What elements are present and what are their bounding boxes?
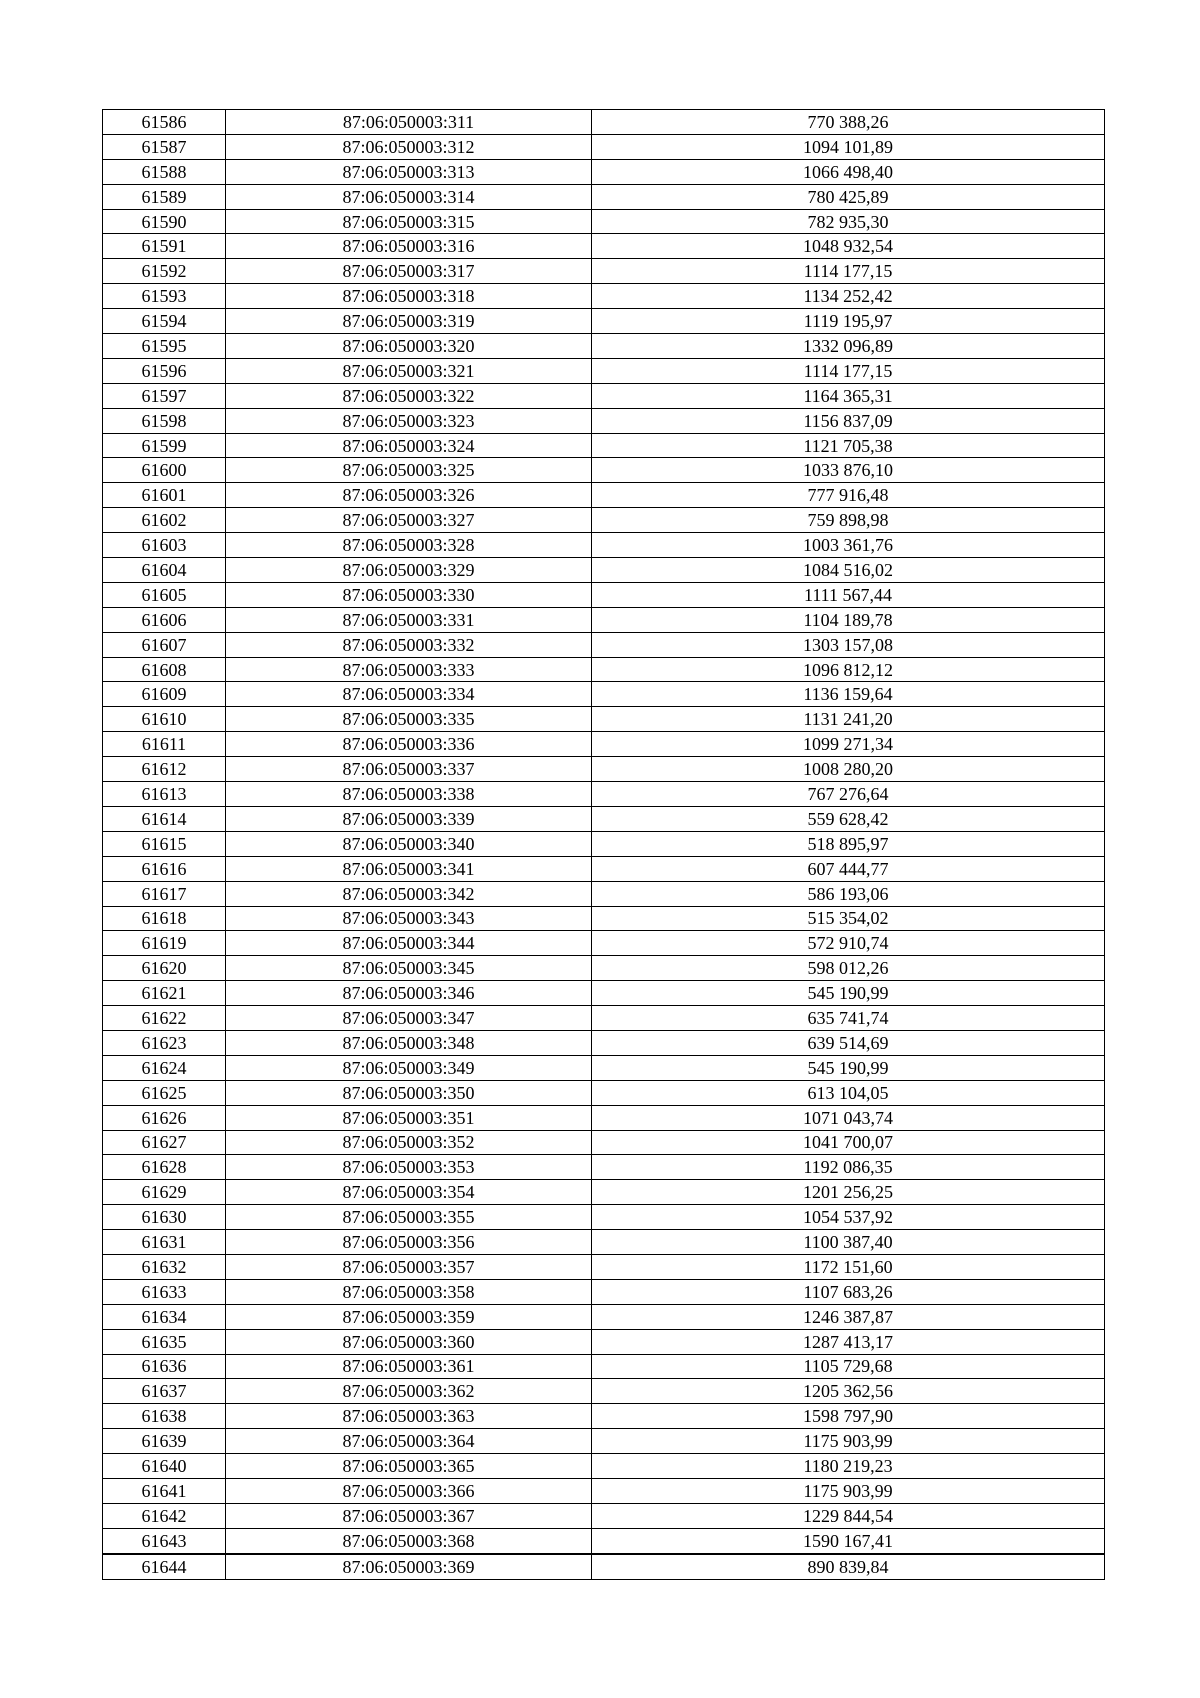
row-number-cell: 61634 <box>103 1304 226 1329</box>
cadastral-value-cell: 1096 812,12 <box>592 657 1105 682</box>
cadastral-value-cell: 1008 280,20 <box>592 757 1105 782</box>
table-row <box>103 483 1105 508</box>
cadastral-number-cell: 87:06:050003:321 <box>226 358 592 383</box>
cadastral-value-cell: 515 354,02 <box>592 906 1105 931</box>
cadastral-value-cell: 1105 729,68 <box>592 1354 1105 1379</box>
cadastral-value-cell: 1164 365,31 <box>592 383 1105 408</box>
table-row <box>103 1379 1105 1404</box>
cadastral-number-cell: 87:06:050003:339 <box>226 806 592 831</box>
cadastral-value-cell: 1332 096,89 <box>592 334 1105 359</box>
cadastral-number-cell: 87:06:050003:366 <box>226 1478 592 1503</box>
table-row <box>103 582 1105 607</box>
cadastral-value-cell: 635 741,74 <box>592 1006 1105 1031</box>
table-row <box>103 1254 1105 1279</box>
cadastral-number-cell: 87:06:050003:311 <box>226 110 592 135</box>
cadastral-value-cell: 890 839,84 <box>592 1554 1105 1579</box>
row-number-cell: 61641 <box>103 1478 226 1503</box>
table-row <box>103 1180 1105 1205</box>
row-number-cell: 61612 <box>103 757 226 782</box>
row-number-cell: 61586 <box>103 110 226 135</box>
table-row <box>103 1130 1105 1155</box>
row-number-cell: 61611 <box>103 732 226 757</box>
table-row <box>103 358 1105 383</box>
row-number-cell: 61597 <box>103 383 226 408</box>
cadastral-value-cell: 1107 683,26 <box>592 1279 1105 1304</box>
cadastral-number-cell: 87:06:050003:355 <box>226 1205 592 1230</box>
cadastral-value-cell: 1003 361,76 <box>592 533 1105 558</box>
row-number-cell: 61631 <box>103 1230 226 1255</box>
table-row <box>103 1478 1105 1503</box>
row-number-cell: 61620 <box>103 956 226 981</box>
table-row <box>103 1554 1105 1579</box>
cadastral-number-cell: 87:06:050003:348 <box>226 1030 592 1055</box>
table-row <box>103 782 1105 807</box>
table-row <box>103 607 1105 632</box>
table-row <box>103 956 1105 981</box>
cadastral-value-cell: 759 898,98 <box>592 508 1105 533</box>
cadastral-number-cell: 87:06:050003:334 <box>226 682 592 707</box>
cadastral-number-cell: 87:06:050003:354 <box>226 1180 592 1205</box>
cadastral-number-cell: 87:06:050003:331 <box>226 607 592 632</box>
cadastral-number-cell: 87:06:050003:369 <box>226 1554 592 1579</box>
table-row <box>103 632 1105 657</box>
table-row <box>103 881 1105 906</box>
cadastral-number-cell: 87:06:050003:357 <box>226 1254 592 1279</box>
cadastral-number-cell: 87:06:050003:324 <box>226 433 592 458</box>
cadastral-value-cell: 767 276,64 <box>592 782 1105 807</box>
row-number-cell: 61637 <box>103 1379 226 1404</box>
table-row <box>103 732 1105 757</box>
cadastral-value-cell: 780 425,89 <box>592 184 1105 209</box>
cadastral-number-cell: 87:06:050003:319 <box>226 309 592 334</box>
cadastral-value-cell: 1099 271,34 <box>592 732 1105 757</box>
row-number-cell: 61590 <box>103 209 226 234</box>
cadastral-value-cell: 1131 241,20 <box>592 707 1105 732</box>
table-row <box>103 259 1105 284</box>
cadastral-number-cell: 87:06:050003:345 <box>226 956 592 981</box>
table-row <box>103 458 1105 483</box>
cadastral-value-cell: 1246 387,87 <box>592 1304 1105 1329</box>
row-number-cell: 61639 <box>103 1429 226 1454</box>
cadastral-value-cell: 782 935,30 <box>592 209 1105 234</box>
cadastral-number-cell: 87:06:050003:323 <box>226 408 592 433</box>
cadastral-number-cell: 87:06:050003:365 <box>226 1454 592 1479</box>
cadastral-number-cell: 87:06:050003:346 <box>226 981 592 1006</box>
row-number-cell: 61591 <box>103 234 226 259</box>
cadastral-value-cell: 607 444,77 <box>592 856 1105 881</box>
cadastral-number-cell: 87:06:050003:352 <box>226 1130 592 1155</box>
table-row <box>103 383 1105 408</box>
row-number-cell: 61619 <box>103 931 226 956</box>
cadastral-value-cell: 1205 362,56 <box>592 1379 1105 1404</box>
cadastral-number-cell: 87:06:050003:332 <box>226 632 592 657</box>
cadastral-value-cell: 1094 101,89 <box>592 134 1105 159</box>
row-number-cell: 61624 <box>103 1055 226 1080</box>
cadastral-value-cell: 545 190,99 <box>592 1055 1105 1080</box>
cadastral-number-cell: 87:06:050003:364 <box>226 1429 592 1454</box>
table-row <box>103 657 1105 682</box>
cadastral-value-cell: 1156 837,09 <box>592 408 1105 433</box>
row-number-cell: 61632 <box>103 1254 226 1279</box>
cadastral-number-cell: 87:06:050003:318 <box>226 284 592 309</box>
table-row <box>103 856 1105 881</box>
table-body <box>103 110 1105 1580</box>
cadastral-number-cell: 87:06:050003:312 <box>226 134 592 159</box>
cadastral-number-cell: 87:06:050003:349 <box>226 1055 592 1080</box>
row-number-cell: 61608 <box>103 657 226 682</box>
row-number-cell: 61601 <box>103 483 226 508</box>
row-number-cell: 61602 <box>103 508 226 533</box>
cadastral-value-cell: 1303 157,08 <box>592 632 1105 657</box>
cadastral-value-cell: 1590 167,41 <box>592 1528 1105 1553</box>
cadastral-value-cell: 1041 700,07 <box>592 1130 1105 1155</box>
cadastral-number-cell: 87:06:050003:342 <box>226 881 592 906</box>
row-number-cell: 61605 <box>103 582 226 607</box>
table-row <box>103 1055 1105 1080</box>
row-number-cell: 61630 <box>103 1205 226 1230</box>
cadastral-value-cell: 572 910,74 <box>592 931 1105 956</box>
cadastral-value-cell: 586 193,06 <box>592 881 1105 906</box>
row-number-cell: 61617 <box>103 881 226 906</box>
table-row <box>103 1030 1105 1055</box>
table-row <box>103 1329 1105 1354</box>
row-number-cell: 61588 <box>103 159 226 184</box>
row-number-cell: 61592 <box>103 259 226 284</box>
cadastral-number-cell: 87:06:050003:343 <box>226 906 592 931</box>
cadastral-value-cell: 1104 189,78 <box>592 607 1105 632</box>
cadastral-value-cell: 1114 177,15 <box>592 259 1105 284</box>
row-number-cell: 61606 <box>103 607 226 632</box>
cadastral-value-cell: 598 012,26 <box>592 956 1105 981</box>
cadastral-number-cell: 87:06:050003:325 <box>226 458 592 483</box>
row-number-cell: 61618 <box>103 906 226 931</box>
row-number-cell: 61587 <box>103 134 226 159</box>
table-row <box>103 433 1105 458</box>
table-row <box>103 558 1105 583</box>
table-row <box>103 1080 1105 1105</box>
row-number-cell: 61623 <box>103 1030 226 1055</box>
cadastral-number-cell: 87:06:050003:356 <box>226 1230 592 1255</box>
row-number-cell: 61633 <box>103 1279 226 1304</box>
cadastral-number-cell: 87:06:050003:367 <box>226 1503 592 1528</box>
row-number-cell: 61603 <box>103 533 226 558</box>
table-row <box>103 1006 1105 1031</box>
cadastral-value-cell: 1071 043,74 <box>592 1105 1105 1130</box>
row-number-cell: 61628 <box>103 1155 226 1180</box>
cadastral-number-cell: 87:06:050003:326 <box>226 483 592 508</box>
cadastral-value-cell: 1048 932,54 <box>592 234 1105 259</box>
row-number-cell: 61644 <box>103 1554 226 1579</box>
cadastral-number-cell: 87:06:050003:368 <box>226 1528 592 1553</box>
cadastral-number-cell: 87:06:050003:363 <box>226 1404 592 1429</box>
cadastral-value-cell: 1121 705,38 <box>592 433 1105 458</box>
cadastral-value-cell: 545 190,99 <box>592 981 1105 1006</box>
cadastral-number-cell: 87:06:050003:361 <box>226 1354 592 1379</box>
table-row <box>103 682 1105 707</box>
row-number-cell: 61613 <box>103 782 226 807</box>
cadastral-number-cell: 87:06:050003:335 <box>226 707 592 732</box>
cadastral-value-table <box>102 109 1105 1580</box>
cadastral-value-cell: 518 895,97 <box>592 831 1105 856</box>
table-row <box>103 931 1105 956</box>
cadastral-number-cell: 87:06:050003:315 <box>226 209 592 234</box>
row-number-cell: 61610 <box>103 707 226 732</box>
cadastral-number-cell: 87:06:050003:314 <box>226 184 592 209</box>
row-number-cell: 61621 <box>103 981 226 1006</box>
table-row <box>103 757 1105 782</box>
row-number-cell: 61636 <box>103 1354 226 1379</box>
row-number-cell: 61616 <box>103 856 226 881</box>
cadastral-number-cell: 87:06:050003:341 <box>226 856 592 881</box>
row-number-cell: 61626 <box>103 1105 226 1130</box>
row-number-cell: 61625 <box>103 1080 226 1105</box>
table-row <box>103 309 1105 334</box>
table-row <box>103 184 1105 209</box>
row-number-cell: 61609 <box>103 682 226 707</box>
cadastral-value-cell: 1084 516,02 <box>592 558 1105 583</box>
table-row <box>103 1205 1105 1230</box>
row-number-cell: 61607 <box>103 632 226 657</box>
cadastral-value-cell: 613 104,05 <box>592 1080 1105 1105</box>
cadastral-value-cell: 1201 256,25 <box>592 1180 1105 1205</box>
row-number-cell: 61614 <box>103 806 226 831</box>
row-number-cell: 61642 <box>103 1503 226 1528</box>
cadastral-value-cell: 777 916,48 <box>592 483 1105 508</box>
cadastral-value-cell: 1598 797,90 <box>592 1404 1105 1429</box>
cadastral-value-cell: 1054 537,92 <box>592 1205 1105 1230</box>
table-row <box>103 1105 1105 1130</box>
table-row <box>103 408 1105 433</box>
cadastral-number-cell: 87:06:050003:362 <box>226 1379 592 1404</box>
table-row <box>103 1404 1105 1429</box>
cadastral-number-cell: 87:06:050003:358 <box>226 1279 592 1304</box>
cadastral-number-cell: 87:06:050003:337 <box>226 757 592 782</box>
cadastral-value-cell: 770 388,26 <box>592 110 1105 135</box>
table-row <box>103 1230 1105 1255</box>
table-row <box>103 906 1105 931</box>
row-number-cell: 61638 <box>103 1404 226 1429</box>
row-number-cell: 61596 <box>103 358 226 383</box>
cadastral-value-cell: 639 514,69 <box>592 1030 1105 1055</box>
cadastral-number-cell: 87:06:050003:322 <box>226 383 592 408</box>
cadastral-number-cell: 87:06:050003:330 <box>226 582 592 607</box>
table-row <box>103 209 1105 234</box>
table-row <box>103 806 1105 831</box>
table-row <box>103 707 1105 732</box>
cadastral-value-cell: 1134 252,42 <box>592 284 1105 309</box>
cadastral-number-cell: 87:06:050003:329 <box>226 558 592 583</box>
cadastral-number-cell: 87:06:050003:359 <box>226 1304 592 1329</box>
row-number-cell: 61604 <box>103 558 226 583</box>
row-number-cell: 61600 <box>103 458 226 483</box>
cadastral-value-cell: 1192 086,35 <box>592 1155 1105 1180</box>
cadastral-number-cell: 87:06:050003:340 <box>226 831 592 856</box>
cadastral-number-cell: 87:06:050003:347 <box>226 1006 592 1031</box>
cadastral-number-cell: 87:06:050003:344 <box>226 931 592 956</box>
cadastral-value-cell: 1287 413,17 <box>592 1329 1105 1354</box>
cadastral-value-cell: 1033 876,10 <box>592 458 1105 483</box>
cadastral-number-cell: 87:06:050003:338 <box>226 782 592 807</box>
table-row <box>103 134 1105 159</box>
row-number-cell: 61643 <box>103 1528 226 1553</box>
cadastral-number-cell: 87:06:050003:336 <box>226 732 592 757</box>
row-number-cell: 61594 <box>103 309 226 334</box>
cadastral-number-cell: 87:06:050003:313 <box>226 159 592 184</box>
cadastral-number-cell: 87:06:050003:328 <box>226 533 592 558</box>
row-number-cell: 61598 <box>103 408 226 433</box>
row-number-cell: 61593 <box>103 284 226 309</box>
table-row <box>103 1454 1105 1479</box>
cadastral-number-cell: 87:06:050003:350 <box>226 1080 592 1105</box>
cadastral-value-cell: 1136 159,64 <box>592 682 1105 707</box>
cadastral-number-cell: 87:06:050003:351 <box>226 1105 592 1130</box>
table-row <box>103 1429 1105 1454</box>
table-row <box>103 1155 1105 1180</box>
cadastral-value-cell: 1172 151,60 <box>592 1254 1105 1279</box>
table-row <box>103 234 1105 259</box>
cadastral-value-cell: 1175 903,99 <box>592 1429 1105 1454</box>
row-number-cell: 61640 <box>103 1454 226 1479</box>
table-row <box>103 1528 1105 1553</box>
cadastral-number-cell: 87:06:050003:360 <box>226 1329 592 1354</box>
row-number-cell: 61595 <box>103 334 226 359</box>
cadastral-value-cell: 1180 219,23 <box>592 1454 1105 1479</box>
table-row <box>103 981 1105 1006</box>
table-row <box>103 110 1105 135</box>
cadastral-number-cell: 87:06:050003:327 <box>226 508 592 533</box>
row-number-cell: 61589 <box>103 184 226 209</box>
table-row <box>103 831 1105 856</box>
row-number-cell: 61615 <box>103 831 226 856</box>
cadastral-value-cell: 559 628,42 <box>592 806 1105 831</box>
row-number-cell: 61599 <box>103 433 226 458</box>
cadastral-number-cell: 87:06:050003:317 <box>226 259 592 284</box>
cadastral-value-cell: 1119 195,97 <box>592 309 1105 334</box>
table-row <box>103 1354 1105 1379</box>
cadastral-value-cell: 1066 498,40 <box>592 159 1105 184</box>
row-number-cell: 61635 <box>103 1329 226 1354</box>
table-row <box>103 508 1105 533</box>
cadastral-value-cell: 1100 387,40 <box>592 1230 1105 1255</box>
row-number-cell: 61622 <box>103 1006 226 1031</box>
table-row <box>103 284 1105 309</box>
cadastral-value-cell: 1114 177,15 <box>592 358 1105 383</box>
table-row <box>103 1503 1105 1528</box>
cadastral-value-cell: 1111 567,44 <box>592 582 1105 607</box>
table-row <box>103 1279 1105 1304</box>
cadastral-value-cell: 1175 903,99 <box>592 1478 1105 1503</box>
cadastral-value-cell: 1229 844,54 <box>592 1503 1105 1528</box>
table-row <box>103 159 1105 184</box>
row-number-cell: 61627 <box>103 1130 226 1155</box>
table-row <box>103 334 1105 359</box>
cadastral-number-cell: 87:06:050003:316 <box>226 234 592 259</box>
cadastral-number-cell: 87:06:050003:353 <box>226 1155 592 1180</box>
row-number-cell: 61629 <box>103 1180 226 1205</box>
table-row <box>103 1304 1105 1329</box>
cadastral-number-cell: 87:06:050003:333 <box>226 657 592 682</box>
cadastral-number-cell: 87:06:050003:320 <box>226 334 592 359</box>
table-row <box>103 533 1105 558</box>
